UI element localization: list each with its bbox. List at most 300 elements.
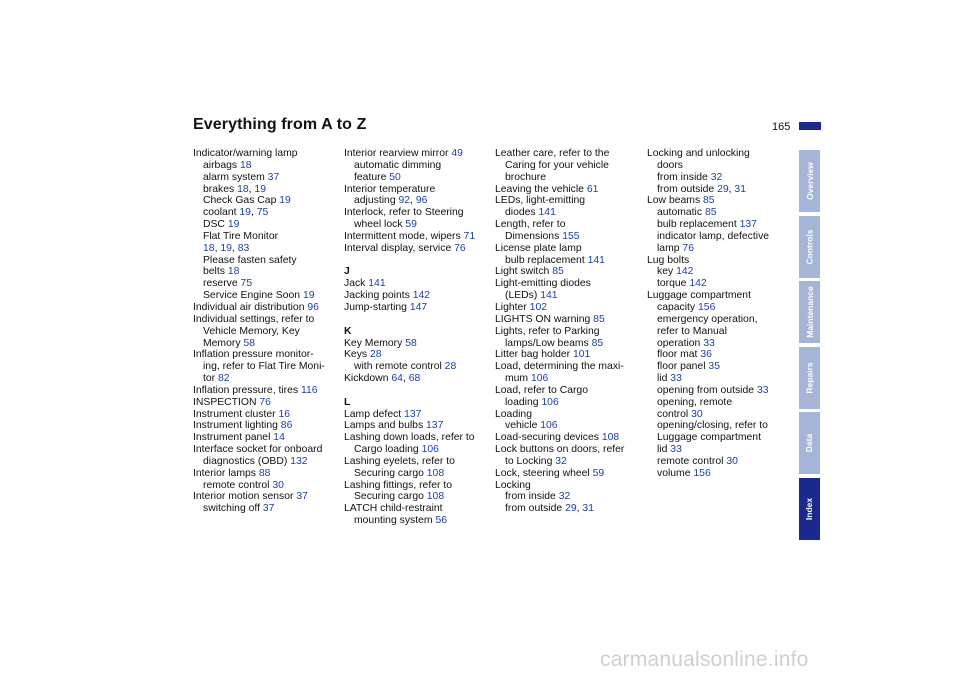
index-entry: Kickdown 64, 68: [344, 373, 421, 385]
tab-index[interactable]: [799, 478, 820, 540]
index-term: Jump-starting: [344, 301, 407, 313]
index-term: feature: [354, 171, 387, 183]
page-link[interactable]: 68: [408, 373, 421, 385]
index-entry: [647, 207, 793, 219]
page-link[interactable]: 30: [726, 455, 738, 467]
index-term: License plate lamp: [495, 242, 582, 254]
index-term: Low beams: [647, 195, 701, 207]
page-link[interactable]: 85: [703, 195, 715, 207]
index-entry: from outside 29, 31: [505, 503, 594, 515]
page-link[interactable]: 19: [227, 219, 240, 231]
index-entry: [495, 491, 641, 503]
page-link[interactable]: 31: [582, 503, 594, 515]
index-term: diodes: [505, 207, 536, 219]
index-entry: [495, 432, 641, 444]
index-entry: [344, 219, 490, 231]
index-term: belts: [203, 266, 225, 278]
index-term: Lug bolts: [647, 254, 690, 266]
index-entry: [193, 373, 339, 385]
index-entry: [193, 385, 339, 397]
page-link[interactable]: 137: [739, 219, 757, 231]
index-entry: [495, 456, 641, 468]
index-spacer: [344, 385, 490, 397]
index-term: Instrument panel: [193, 432, 271, 444]
page-link[interactable]: 155: [562, 230, 580, 242]
index-term: airbags: [203, 159, 238, 171]
index-term: mum: [505, 373, 529, 385]
page-link[interactable]: 85: [704, 207, 717, 219]
index-entry: [344, 503, 490, 515]
index-term: Dimensions: [505, 230, 560, 242]
index-term: lid: [657, 444, 668, 456]
index-entry: [647, 314, 793, 326]
index-term: Leaving the vehicle: [495, 183, 584, 195]
index-entry: [193, 231, 339, 243]
index-entry: [495, 302, 641, 314]
page-link[interactable]: 102: [529, 301, 548, 313]
index-term: Kickdown: [344, 373, 389, 385]
index-term: volume: [657, 467, 691, 479]
page-link[interactable]: 106: [530, 373, 549, 385]
index-term: Instrument lighting: [193, 420, 278, 432]
index-entry: [495, 207, 641, 219]
index-term: Key Memory: [344, 337, 403, 349]
page-link[interactable]: 101: [572, 349, 591, 361]
index-entry: [344, 456, 490, 468]
index-term: coolant: [203, 207, 237, 219]
index-term: Lock, steering wheel: [495, 467, 590, 479]
page-link[interactable]: 108: [426, 491, 445, 503]
page-link[interactable]: 33: [670, 444, 682, 456]
index-term: Check Gas Cap: [203, 195, 277, 207]
index-entry: [344, 184, 490, 196]
index-term: Interface socket for onboard: [193, 444, 323, 456]
index-entry: [647, 444, 793, 456]
page-link[interactable]: 86: [280, 420, 293, 432]
index-entry: [193, 420, 339, 432]
index-entry: [647, 290, 793, 302]
index-entry: [193, 349, 339, 361]
page-link[interactable]: 58: [243, 337, 255, 349]
index-entry: [193, 302, 339, 314]
index-entry: [193, 456, 339, 468]
index-entry: [495, 184, 641, 196]
tab-label: Maintenance: [804, 286, 815, 338]
tab-label: Repairs: [804, 361, 815, 394]
page-link[interactable]: 33: [670, 373, 682, 385]
index-term: to Locking: [505, 455, 553, 467]
index-entry: [495, 160, 641, 172]
index-entry: [193, 160, 339, 172]
index-term: floor panel: [657, 361, 706, 373]
index-term: Individual settings, refer to: [193, 313, 315, 325]
page-link[interactable]: 32: [555, 455, 567, 467]
index-term: Lamps and bulbs: [344, 420, 424, 432]
index-column-2: [344, 148, 490, 527]
page-link[interactable]: 141: [538, 207, 556, 219]
index-entry: [495, 338, 641, 350]
index-entry: [344, 361, 490, 373]
page-link[interactable]: 18: [203, 242, 215, 254]
index-entry: [495, 266, 641, 278]
index-term: Securing cargo: [354, 491, 424, 503]
index-term: vehicle: [505, 420, 538, 432]
index-entry: [495, 231, 641, 243]
index-entry: [495, 385, 641, 397]
page-link[interactable]: 36: [700, 349, 712, 361]
index-term: automatic: [657, 207, 703, 219]
index-entry: [647, 385, 793, 397]
page-link[interactable]: 106: [540, 420, 558, 432]
page-link[interactable]: 37: [262, 503, 275, 515]
index-term: alarm system: [203, 171, 265, 183]
index-entry: [647, 160, 793, 172]
index-term: Please fasten safety: [203, 254, 297, 266]
index-term: Jack: [344, 278, 366, 290]
page-link[interactable]: 37: [267, 171, 280, 183]
tab-label: Controls: [804, 229, 815, 264]
page-link[interactable]: 137: [404, 408, 422, 420]
index-term: Flat Tire Monitor: [203, 230, 279, 242]
page-link[interactable]: 29: [565, 503, 577, 515]
index-entry: [647, 361, 793, 373]
index-entry: [647, 349, 793, 361]
index-term: ing, refer to Flat Tire Moni-: [203, 361, 325, 373]
index-term: LIGHTS ON warning: [495, 313, 591, 325]
index-entry: [344, 172, 490, 184]
tab-overview[interactable]: [799, 150, 820, 212]
tab-label: Index: [804, 497, 815, 520]
index-entry: [193, 491, 339, 503]
index-entry: [647, 397, 793, 409]
index-entry: [495, 290, 641, 302]
page-link[interactable]: 18: [239, 159, 252, 171]
index-letter-heading: [344, 266, 490, 278]
index-term: Lashing eyelets, refer to: [344, 455, 455, 467]
page-link[interactable]: 76: [454, 242, 466, 254]
index-entry: [344, 432, 490, 444]
index-term: doors: [657, 159, 683, 171]
index-entry: [647, 231, 793, 243]
page-link[interactable]: 106: [541, 396, 559, 408]
index-term: J: [344, 266, 350, 278]
index-term: Intermittent mode, wipers: [344, 230, 461, 242]
index-term: Luggage compartment: [657, 432, 761, 444]
index-term: K: [344, 325, 352, 337]
page-link[interactable]: 96: [415, 195, 428, 207]
index-entry: coolant 19, 75: [203, 207, 269, 219]
page-link[interactable]: 35: [708, 361, 720, 373]
page-link[interactable]: 30: [691, 408, 703, 420]
page-link[interactable]: 96: [307, 301, 319, 313]
page-link[interactable]: 28: [444, 361, 457, 373]
page-link[interactable]: 50: [389, 171, 401, 183]
page-link[interactable]: 156: [693, 467, 711, 479]
page-link[interactable]: 30: [272, 479, 284, 491]
page-link[interactable]: 83: [237, 242, 250, 254]
page-link[interactable]: 132: [290, 455, 308, 467]
index-term: Keys: [344, 349, 368, 361]
index-spacer: [344, 255, 490, 267]
index-entry: [495, 373, 641, 385]
index-entry: [647, 219, 793, 231]
index-entry: [495, 278, 641, 290]
index-entry: [193, 444, 339, 456]
index-term: Loading: [495, 408, 532, 420]
page-link[interactable]: 32: [558, 491, 571, 503]
index-spacer: [344, 314, 490, 326]
index-entry: [344, 243, 490, 255]
index-term: opening from outside: [657, 384, 755, 396]
index-term: from outside: [657, 183, 715, 195]
index-term: lamps/Low beams: [505, 337, 589, 349]
page-number-bar: [799, 122, 821, 130]
tab-repairs[interactable]: [799, 347, 820, 409]
index-entry: [495, 326, 641, 338]
page-link[interactable]: 108: [426, 467, 445, 479]
tab-controls[interactable]: [799, 216, 820, 278]
page-link[interactable]: 31: [734, 183, 746, 195]
index-entry: [647, 266, 793, 278]
index-term: key: [657, 266, 674, 278]
index-term: Light-emitting diodes: [495, 278, 591, 290]
index-term: Leather care, refer to the: [495, 148, 610, 159]
page-link[interactable]: 37: [296, 491, 308, 503]
page-link[interactable]: 16: [278, 408, 291, 420]
index-column-3: [495, 148, 641, 515]
page-link[interactable]: 142: [676, 266, 694, 278]
index-term: control: [657, 408, 689, 420]
index-term: bulb replacement: [505, 254, 585, 266]
index-entry: [495, 444, 641, 456]
page-link[interactable]: 141: [540, 290, 558, 302]
index-entry: [193, 255, 339, 267]
index-entry: [344, 444, 490, 456]
index-term: floor mat: [657, 349, 698, 361]
index-term: brochure: [505, 171, 547, 183]
page-link[interactable]: 33: [703, 337, 715, 349]
page-link[interactable]: 147: [409, 301, 428, 313]
tab-label: Data: [804, 433, 815, 453]
page-link[interactable]: 14: [273, 432, 285, 444]
index-term: Memory: [203, 337, 241, 349]
index-entry: adjusting 92, 96: [354, 195, 428, 207]
index-term: adjusting: [354, 195, 396, 207]
index-letter-heading: [344, 397, 490, 409]
page-link[interactable]: 29: [717, 183, 729, 195]
index-term: Litter bag holder: [495, 349, 571, 361]
index-entry: [193, 361, 339, 373]
page-link[interactable]: 71: [463, 230, 476, 242]
index-entry: 18, 19, 83: [203, 242, 250, 254]
index-term: torque: [657, 278, 687, 290]
index-term: bulb replacement: [657, 219, 737, 231]
index-entry: [193, 172, 339, 184]
index-term: lamp: [657, 242, 680, 254]
index-entry: [647, 409, 793, 421]
page-link[interactable]: 19: [302, 290, 315, 302]
watermark: carmanualsonline.info: [600, 648, 809, 671]
index-term: Lashing down loads, refer to: [344, 432, 475, 444]
index-entry: [344, 207, 490, 219]
index-term: diagnostics (OBD): [203, 455, 288, 467]
index-term: Load-securing devices: [495, 432, 599, 444]
index-term: DSC: [203, 219, 225, 231]
index-entry: [344, 338, 490, 350]
index-entry: [344, 491, 490, 503]
index-term: Lashing fittings, refer to: [344, 479, 453, 491]
index-entry: [344, 349, 490, 361]
index-term: Load, refer to Cargo: [495, 384, 588, 396]
index-term: Load, determining the maxi-: [495, 361, 624, 373]
index-term: Interior rearview mirror: [344, 148, 449, 159]
index-entry: [193, 219, 339, 231]
index-term: Caring for your vehicle: [505, 159, 609, 171]
page-title: Everything from A to Z: [193, 116, 367, 133]
index-entry: [647, 255, 793, 267]
index-entry: [344, 160, 490, 172]
page-link[interactable]: 141: [368, 278, 386, 290]
tab-maintenance[interactable]: [799, 281, 820, 343]
page-link[interactable]: 59: [592, 467, 605, 479]
page-link[interactable]: 75: [240, 278, 253, 290]
index-entry: [647, 172, 793, 184]
index-entry: [647, 326, 793, 338]
index-term: Instrument cluster: [193, 408, 276, 420]
index-column-4: [647, 148, 793, 480]
index-entry: [495, 480, 641, 492]
index-term: brakes: [203, 183, 235, 195]
page-link[interactable]: 19: [239, 207, 251, 219]
index-entry: [647, 302, 793, 314]
index-entry: [495, 361, 641, 373]
index-term: Interlock, refer to Steering: [344, 207, 464, 219]
index-entry: [344, 420, 490, 432]
page-link[interactable]: 156: [698, 301, 716, 313]
index-entry: [193, 148, 339, 160]
index-entry: [193, 503, 339, 515]
page-link[interactable]: 85: [552, 266, 564, 278]
tab-data[interactable]: [799, 412, 820, 474]
page-number: 165: [772, 121, 791, 133]
page-link[interactable]: 56: [435, 515, 447, 527]
index-entry: [647, 195, 793, 207]
page-link[interactable]: 88: [258, 467, 271, 479]
index-term: capacity: [657, 301, 696, 313]
page-link[interactable]: 85: [591, 337, 604, 349]
page-link[interactable]: 18: [227, 266, 240, 278]
index-term: remote control: [657, 455, 724, 467]
index-term: Lock buttons on doors, refer: [495, 444, 625, 456]
index-entry: [495, 397, 641, 409]
index-term: Securing cargo: [354, 467, 424, 479]
index-entry: [647, 468, 793, 480]
index-entry: [495, 349, 641, 361]
page-link[interactable]: 28: [370, 349, 382, 361]
page-link[interactable]: 61: [586, 183, 599, 195]
index-column-1: [193, 148, 339, 515]
page-link[interactable]: 58: [405, 337, 417, 349]
index-term: Inflation pressure monitor-: [193, 349, 314, 361]
index-term: remote control: [203, 479, 270, 491]
index-entry: from outside 29, 31: [657, 183, 746, 195]
index-term: (LEDs): [505, 290, 538, 302]
page-link[interactable]: 85: [593, 313, 605, 325]
index-term: Cargo loading: [354, 444, 419, 456]
page-link[interactable]: 49: [451, 148, 463, 159]
page-link[interactable]: 19: [220, 242, 232, 254]
index-term: loading: [505, 396, 539, 408]
page-link[interactable]: 116: [301, 384, 318, 396]
page-link[interactable]: 19: [254, 183, 266, 195]
page-link[interactable]: 76: [682, 242, 694, 254]
page-link[interactable]: 75: [256, 207, 269, 219]
page-link[interactable]: 92: [398, 195, 411, 207]
page-link[interactable]: 82: [218, 373, 230, 385]
index-term: Vehicle Memory, Key: [203, 325, 300, 337]
index-entry: [495, 409, 641, 421]
index-entry: [647, 420, 793, 432]
index-term: wheel lock: [354, 219, 403, 231]
index-term: Locking and unlocking: [647, 148, 750, 159]
index-entry: [344, 480, 490, 492]
index-entry: [344, 278, 490, 290]
index-term: Length, refer to: [495, 219, 566, 231]
page-link[interactable]: 18: [237, 183, 249, 195]
page-link[interactable]: 33: [756, 384, 769, 396]
page-link[interactable]: 142: [689, 278, 707, 290]
index-term: Lights, refer to Parking: [495, 325, 600, 337]
page-link[interactable]: 76: [259, 396, 271, 408]
page-link[interactable]: 19: [279, 195, 291, 207]
index-term: opening/closing, refer to: [657, 420, 768, 432]
index-term: Inflation pressure, tires: [193, 384, 299, 396]
index-entry: [344, 302, 490, 314]
index-entry: [495, 255, 641, 267]
index-term: lid: [657, 373, 668, 385]
page-link[interactable]: 137: [426, 420, 444, 432]
index-term: from inside: [505, 491, 556, 503]
index-term: Interior motion sensor: [193, 491, 294, 503]
index-term: reserve: [203, 278, 238, 290]
index-term: from outside: [505, 503, 563, 515]
section-tabs: [799, 150, 820, 543]
index-entry: [647, 243, 793, 255]
page-link[interactable]: 59: [405, 219, 417, 231]
page-link[interactable]: 142: [412, 290, 431, 302]
index-entry: [193, 290, 339, 302]
index-term: tor: [203, 373, 216, 385]
index-entry: [495, 420, 641, 432]
page-link[interactable]: 108: [601, 432, 620, 444]
page-link[interactable]: 106: [421, 444, 439, 456]
index-term: opening, remote: [657, 396, 733, 408]
index-entry: [344, 468, 490, 480]
index-entry: [344, 515, 490, 527]
index-term: switching off: [203, 503, 260, 515]
index-term: Service Engine Soon: [203, 290, 301, 302]
index-entry: [193, 432, 339, 444]
page-link[interactable]: 32: [710, 171, 723, 183]
index-entry: [193, 314, 339, 326]
index-entry: [344, 409, 490, 421]
page-link[interactable]: 141: [587, 254, 605, 266]
index-term: Individual air distribution: [193, 301, 305, 313]
index-term: Jacking points: [344, 290, 410, 302]
index-entry: [344, 148, 490, 160]
index-entry: [344, 231, 490, 243]
page-link[interactable]: 64: [391, 373, 403, 385]
